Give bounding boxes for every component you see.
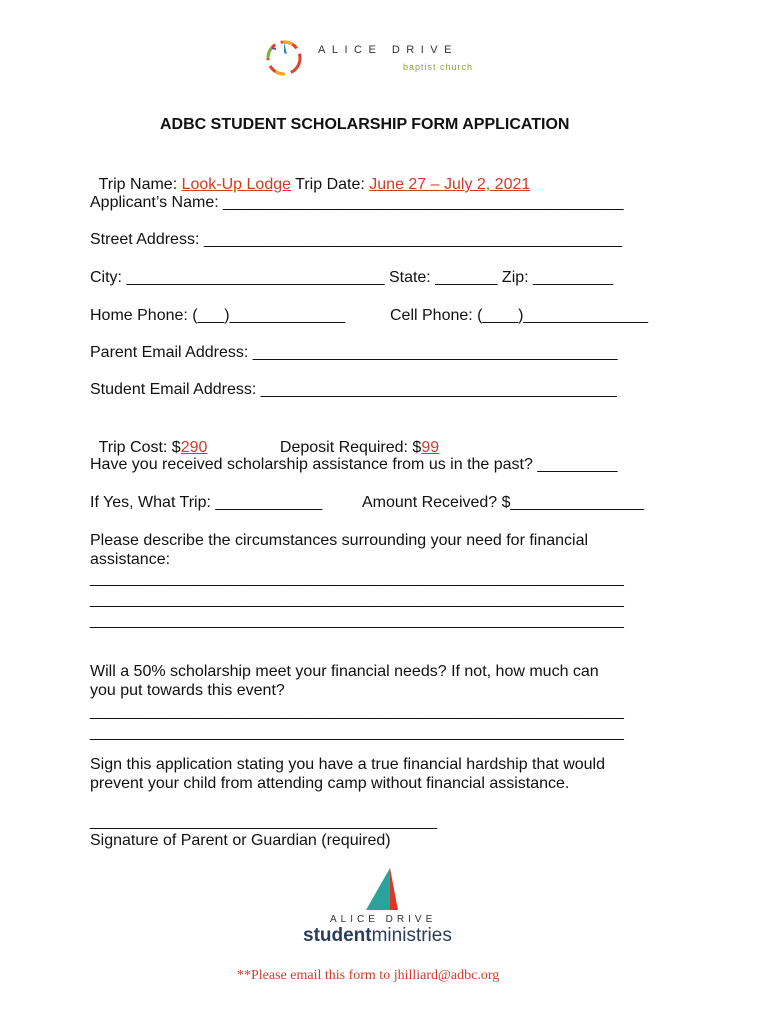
student-ministries-wordmark: [303, 925, 452, 947]
signature-label: Signature of Parent or Guardian (required): [90, 832, 391, 849]
church-logo-name: ALICE DRIVE: [318, 44, 458, 56]
sign-statement-line1: Sign this application stating you have a true financial hardship that would: [90, 756, 605, 773]
applicant-name-field[interactable]: Applicant’s Name: _____________________________________________: [90, 194, 624, 211]
circumstances-question-line1: Please describe the circumstances surrounding your need for financial: [90, 532, 589, 549]
amount-received-field[interactable]: Amount Received? $_______________: [362, 494, 645, 511]
trip-date-label: Trip Date:: [291, 176, 370, 193]
trip-row: [90, 155, 530, 195]
circumstances-answer-line[interactable]: ____________________________________________________________: [90, 570, 624, 587]
student-ministries-top: ALICE DRIVE: [330, 914, 437, 925]
fifty-percent-answer-line[interactable]: ____________________________________________________________: [90, 724, 624, 741]
deposit-value: 99: [421, 439, 440, 456]
trip-cost-value: 290: [180, 439, 208, 456]
past-assistance-field[interactable]: Have you received scholarship assistance from us in the past? _________: [90, 456, 618, 473]
circumstances-question-line2: assistance:: [90, 551, 171, 568]
church-logo-sub: baptist church: [403, 62, 474, 72]
trip-cost-label: Trip Cost: $: [98, 439, 181, 456]
trip-name-label: Trip Name:: [98, 176, 182, 193]
ministries-word: ministries: [371, 925, 452, 946]
signature-line[interactable]: _______________________________________: [90, 813, 438, 830]
fifty-percent-question-line1: Will a 50% scholarship meet your financial needs? If not, how much can: [90, 663, 599, 680]
deposit-label: Deposit Required: $: [279, 439, 422, 456]
email-instruction: **Please email this form to jhilliard@adbc.org: [237, 968, 500, 983]
deposit: [271, 418, 439, 458]
sail-icon: [362, 866, 402, 916]
city-state-zip-field[interactable]: City: _____________________________ State: _______ Zip: _________: [90, 269, 614, 286]
circumstances-answer-line[interactable]: ____________________________________________________________: [90, 591, 624, 608]
fifty-percent-answer-line[interactable]: ____________________________________________________________: [90, 703, 624, 720]
if-yes-trip-field[interactable]: If Yes, What Trip: ____________: [90, 494, 323, 511]
fifty-percent-question-line2: you put towards this event?: [90, 682, 285, 699]
trip-cost: [90, 418, 207, 458]
trip-name-value: Look-Up Lodge: [181, 176, 292, 193]
circumstances-answer-line[interactable]: ____________________________________________________________: [90, 612, 624, 629]
street-address-field[interactable]: Street Address: _______________________________________________: [90, 231, 623, 248]
parent-email-field[interactable]: Parent Email Address: _________________________________________: [90, 344, 618, 361]
cell-phone-field[interactable]: Cell Phone: (____)______________: [390, 307, 648, 324]
home-phone-field[interactable]: Home Phone: (___)_____________: [90, 307, 346, 324]
student-email-field[interactable]: Student Email Address: ________________________________________: [90, 381, 617, 398]
sign-statement-line2: prevent your child from attending camp without financial assistance.: [90, 775, 570, 792]
form-title: ADBC STUDENT SCHOLARSHIP FORM APPLICATION: [160, 116, 570, 133]
student-word: student: [303, 925, 372, 946]
trip-date-value: June 27 – July 2, 2021: [369, 176, 531, 193]
